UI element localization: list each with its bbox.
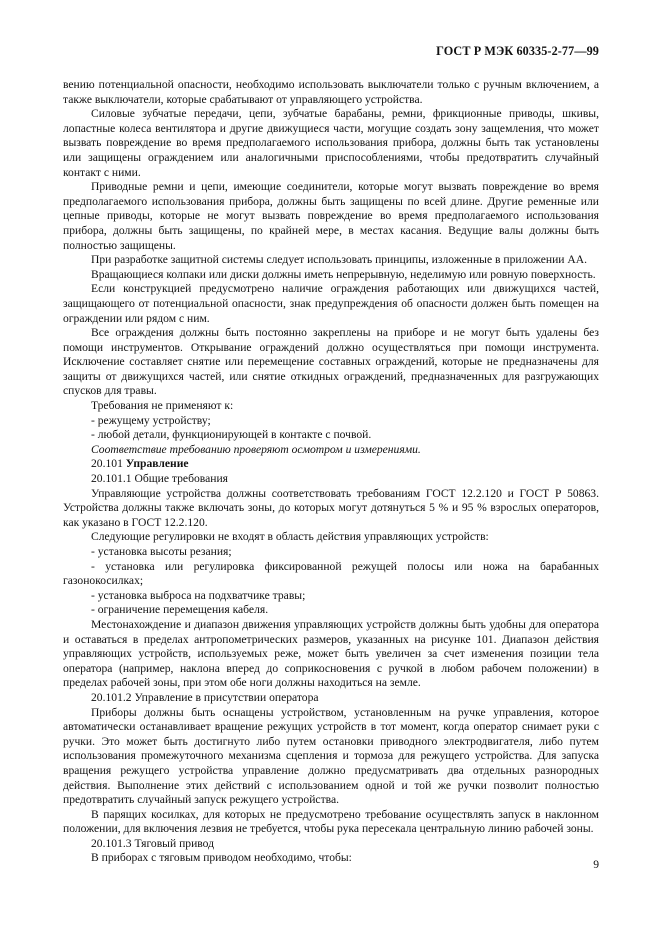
paragraph: Приводные ремни и цепи, имеющие соединители, которые могут вызвать повреждение во время предполагаемого использования прибора, должны быть защищены по всей длине. Другие ременные или цепные приводы, которые не могут вызвать повреждение во время предполагаемого использования прибора, должны быть защищены, по крайней мере, в местах касания. Ведущие валы должны быть полностью защищены. [63, 180, 599, 252]
paragraph: Если конструкцией предусмотрено наличие ограждения работающих или движущихся частей, защищающего от потенциальной опасности, знак предупреждения об опасности должен быть помещен на ограждении или рядом с ним. [63, 282, 599, 325]
document-body [63, 78, 599, 866]
list-item: - установка выброса на подхватчике травы; [91, 588, 306, 602]
paragraph: При разработке защитной системы следует использовать принципы, изложенные в приложении АА. [91, 253, 588, 267]
document-header: ГОСТ Р МЭК 60335-2-77—99 [436, 44, 599, 58]
list-item: - ограничение перемещения кабеля. [91, 603, 269, 617]
paragraph: Все ограждения должны быть постоянно закреплены на приборе и не могут быть удалены без помощи инструментов. Открывание ограждений должно осуществляться при помощи инструмента. Исключение составляет снятие или перемещение составных ограждений, которые не предназначены для защиты от движущихся частей, или снятие откидных ограждений, предназначенных для разгружающих спусков для травы. [63, 326, 599, 398]
paragraph: Следующие регулировки не входят в область действия управляющих устройств: [91, 530, 489, 544]
paragraph: В приборах с тяговым приводом необходимо, чтобы: [91, 851, 352, 865]
paragraph: Местонахождение и диапазон движения управляющих устройств должны быть удобны для оператора и оставаться в пределах антропометрических размеров, указанных на рисунке 101. Диапазон действия управляющих устройств, используемых реже, может быть увеличен за счет изменения позиции тела оператора (например, наклона вперед до соприкосновения с ручкой в любом рабочем положении) в пределах рабочей зоны, при этом обе ноги должны находиться на земле. [63, 617, 599, 690]
paragraph: Требования не применяют к: [91, 399, 234, 413]
paragraph: Силовые зубчатые передачи, цепи, зубчатые барабаны, ремни, фрикционные приводы, шкивы, лопастные колеса вентилятора и другие движущиеся части, могущие создать зону защемления, что может вызвать повреждение во время предполагаемого использования прибора, должны быть так установлены или защищены ограждением или аналогичными приспособлениями, чтобы предотвратить случайный контакт с ними. [63, 107, 599, 179]
paragraph: Управляющие устройства должны соответствовать требованиям ГОСТ 12.2.120 и ГОСТ Р 50863. Устройства должны также включать зоны, до которых могут дотянуться 5 % и 95 % взрослых операторов, как указано в ГОСТ 12.2.120. [63, 486, 599, 529]
list-item: - любой детали, функционирующей в контакте с почвой. [91, 428, 372, 442]
section-title: Управление [125, 457, 189, 471]
section-number: 20.101 [91, 457, 123, 471]
paragraph: В парящих косилках, для которых не предусмотрено требование осуществлять запуск в наклонном положении, для включения лезвия не требуется, чтобы рука пересекала центральную линию рабочей зоны. [63, 807, 599, 836]
subsection-heading: 20.101.2 Управление в присутствии оператора [91, 690, 319, 704]
compliance-note: Соответствие требованию проверяют осмотром и измерениями. [91, 442, 421, 456]
paragraph: Вращающиеся колпаки или диски должны иметь непрерывную, неделимую или ровную поверхность. [91, 267, 596, 281]
paragraph: Приборы должны быть оснащены устройством, установленным на ручке управления, которое автоматически останавливает вращение режущих устройств в тот момент, когда оператор снимает руки с ручки. Это может быть достигнуто либо путем остановки приводного электродвигателя, либо путем использования промежуточного механизма сцепления и тормоза для режущего устройства. Для запуска вращения режущего устройства управление должно предусматривать два отдельных разнородных действия. Выполнение этих действий с использованием одной и той же ручки позволит полностью предотвратить случайный запуск режущего устройства. [63, 705, 599, 807]
subsection-heading: 20.101.3 Тяговый привод [91, 836, 215, 850]
list-item: - установка или регулировка фиксированной режущей полосы или ножа на барабанных газонокосилках; [63, 559, 599, 588]
list-item: - режущему устройству; [91, 413, 211, 427]
section-heading [63, 457, 599, 472]
paragraph: вению потенциальной опасности, необходимо использовать выключатели только с ручным включением, а также выключатели, которые срабатывают от управляющего устройства. [63, 78, 599, 106]
list-item: - установка высоты резания; [91, 545, 232, 558]
page-number: 9 [593, 858, 599, 871]
subsection-heading: 20.101.1 Общие требования [91, 472, 228, 486]
